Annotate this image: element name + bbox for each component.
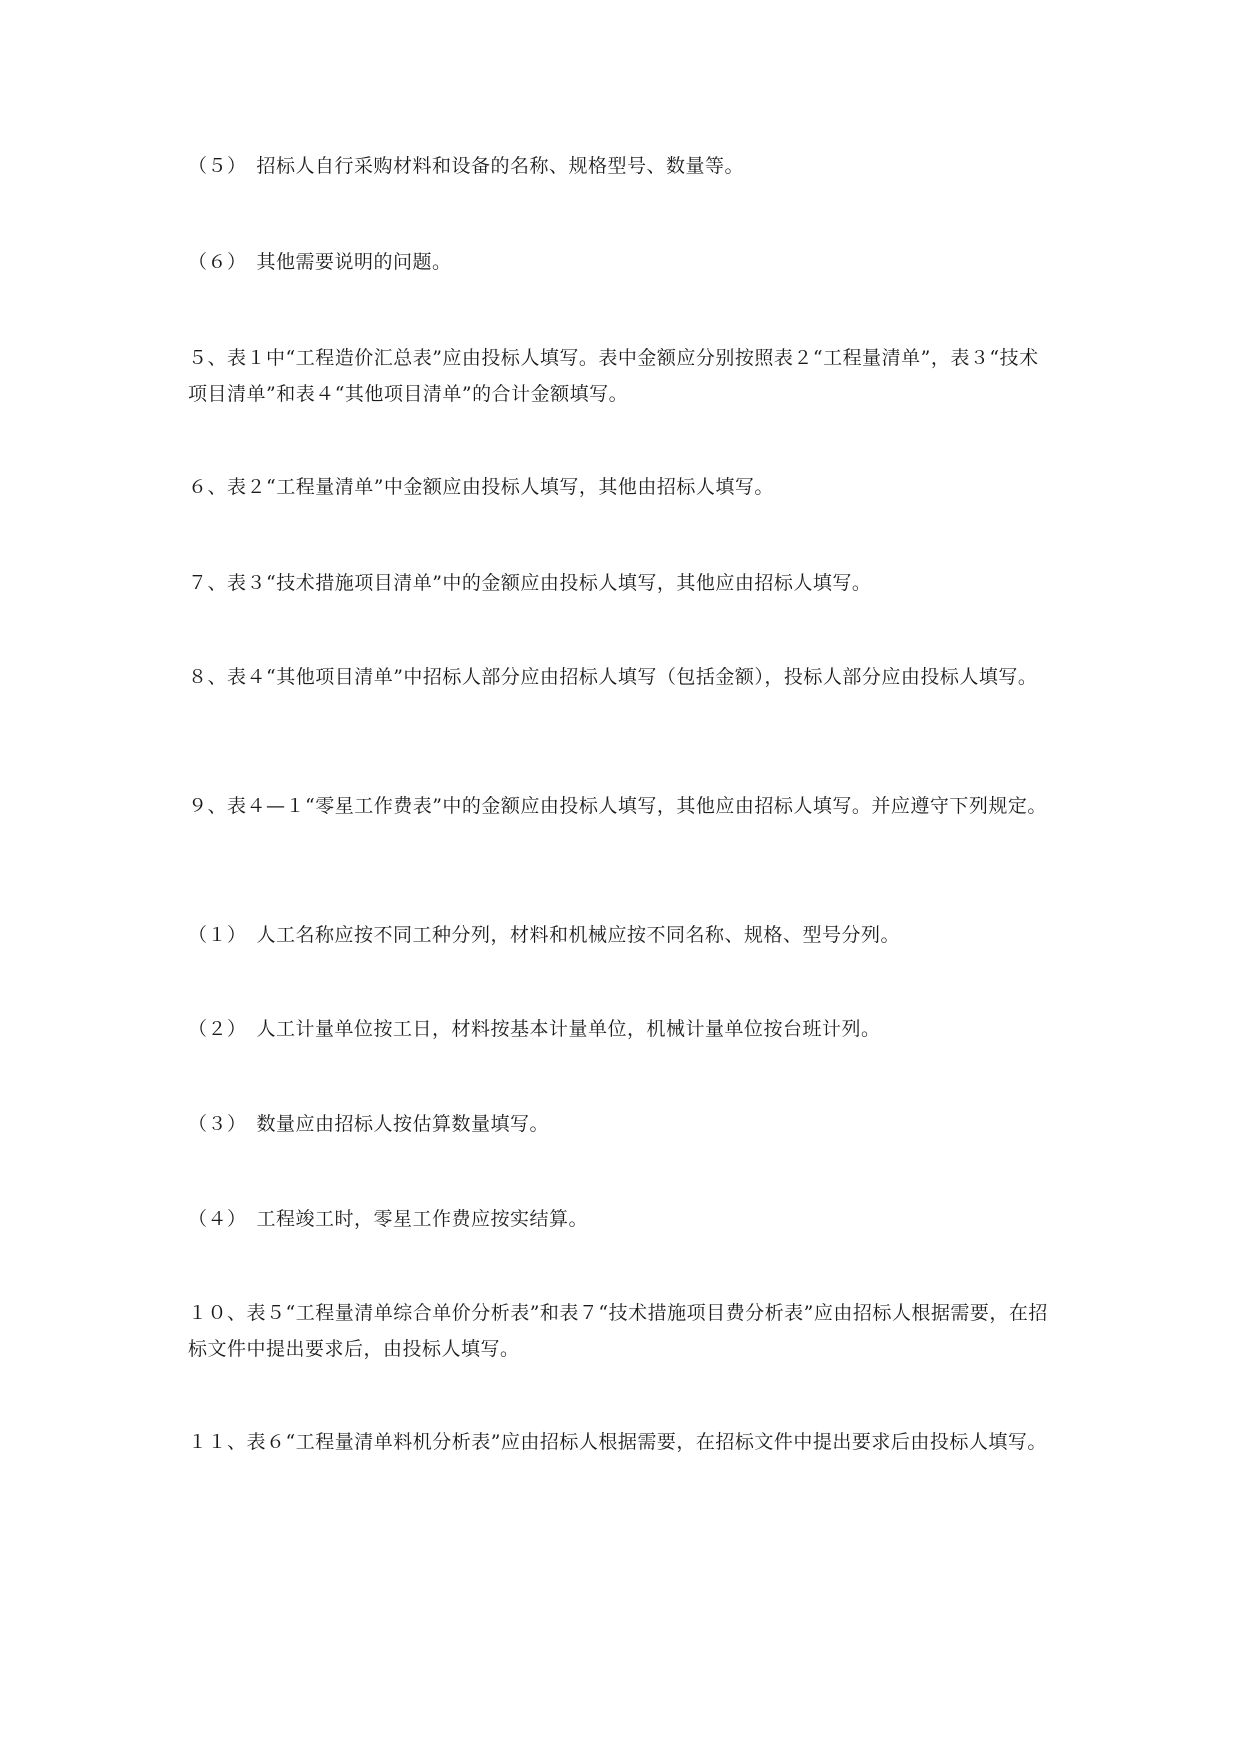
paragraph-item-5-materials: （５） 招标人自行采购材料和设备的名称、规格型号、数量等。 [188, 155, 745, 177]
paragraph-8-table4: ８、表４“其他项目清单”中招标人部分应由招标人填写（包括金额），投标人部分应由投标人填写。 [188, 666, 1038, 688]
paragraph-rule-1-labor-names: （１） 人工名称应按不同工种分列，材料和机械应按不同名称、规格、型号分列。 [188, 924, 901, 946]
paragraph-rule-2-units: （２） 人工计量单位按工日，材料按基本计量单位，机械计量单位按台班计列。 [188, 1018, 881, 1040]
paragraph-rule-4-settlement: （４） 工程竣工时，零星工作费应按实结算。 [188, 1208, 589, 1230]
paragraph-9-table4-1: ９、表４—１“零星工作费表”中的金额应由投标人填写，其他应由招标人填写。并应遵守下列规定。 [188, 795, 1047, 817]
paragraph-rule-3-quantity: （３） 数量应由招标人按估算数量填写。 [188, 1113, 550, 1135]
paragraph-6-table2: ６、表２“工程量清单”中金额应由投标人填写，其他由招标人填写。 [188, 476, 774, 498]
paragraph-item-6-other-issues: （６） 其他需要说明的问题。 [188, 251, 452, 273]
paragraph-5-table1: ５、表１中“工程造价汇总表”应由投标人填写。表中金额应分别按照表２“工程量清单”，表３“技术项目清单”和表４“其他项目清单”的合计金额填写。 [188, 347, 1039, 405]
paragraph-11-table6: １１、表６“工程量清单料机分析表”应由招标人根据需要，在招标文件中提出要求后由投标人填写。 [188, 1431, 1047, 1453]
paragraph-7-table3: ７、表３“技术措施项目清单”中的金额应由投标人填写，其他应由招标人填写。 [188, 572, 872, 594]
paragraph-10-table5-table7: １０、表５“工程量清单综合单价分析表”和表７“技术措施项目费分析表”应由招标人根据需要，在招标文件中提出要求后，由投标人填写。 [188, 1302, 1048, 1360]
